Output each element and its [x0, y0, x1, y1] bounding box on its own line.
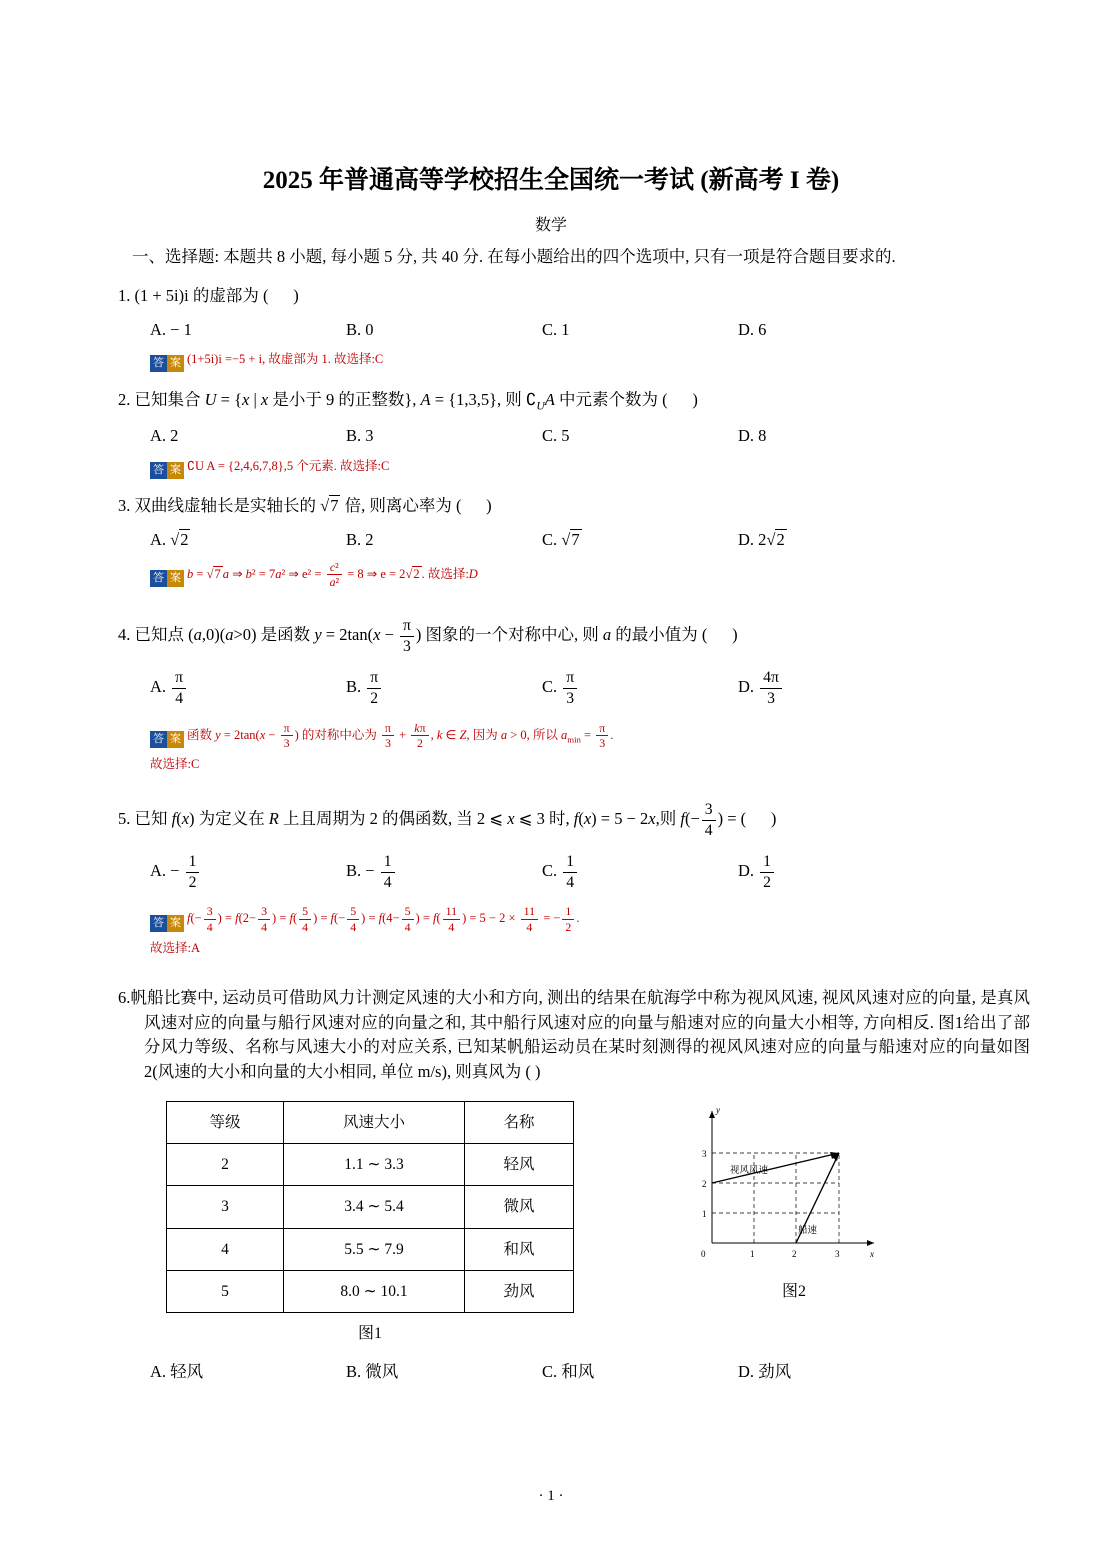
question-1-text: (1 + 5i)i 的虚部为 ( )	[134, 285, 299, 305]
table-row	[167, 1270, 574, 1312]
table-row	[167, 1144, 574, 1186]
option-a[interactable]: A. 2	[150, 426, 179, 446]
cell-level: 4	[167, 1228, 284, 1270]
question-1	[118, 284, 1030, 374]
y-axis-label: y	[716, 1104, 720, 1115]
option-b[interactable]: B. $\frac{\pi}{2}$	[346, 668, 542, 708]
cell-speed: 3.4 ∼ 5.4	[284, 1186, 465, 1228]
question-1-stem	[118, 284, 1030, 309]
question-6-figures	[118, 1101, 1030, 1346]
question-5-number: 5.	[118, 808, 131, 828]
option-c[interactable]: C. $\frac{\pi}{3}$	[542, 668, 738, 708]
option-b[interactable]: B. − $\frac{1}{4}$	[346, 852, 542, 892]
option-d[interactable]: D. $\frac{1}{2}$	[738, 852, 934, 892]
option-b[interactable]: B. 微风	[346, 1362, 399, 1382]
option-a[interactable]: A. − 1	[150, 319, 192, 339]
answer-badge-icon: 答 案	[150, 352, 184, 373]
x-tick-1: 1	[750, 1248, 755, 1259]
y-tick-1: 1	[702, 1208, 707, 1219]
table-row	[167, 1228, 574, 1270]
question-5-answer: 答 案 f(− $\frac{3}{4}$ ) = f(2− $\frac{3}{4}$ ) = f( $\frac{5}{4}$ ) = f(− $\frac{5}{4}$ ) = f(4− $\frac{5}{4}$ ) = f( $\frac{11}{4}$ ) = 5 − 2 × $\frac{11}{4}$ = − $\frac{1}{2}$ .	[118, 904, 1030, 935]
question-4-answer-line2: 故选择:C	[150, 757, 200, 772]
answer-badge-icon: 答 案	[150, 567, 184, 588]
cell-name: 微风	[465, 1186, 574, 1228]
figure-2-wrap	[694, 1101, 894, 1346]
question-4-stem	[118, 616, 1030, 656]
question-5-text: 已知 f(x) 为定义在 R 上且周期为 2 的偶函数, 当 2 ⩽ x ⩽ 3 时, f(x) = 5 − 2x,则 f(− $\frac{3}{4}$ ) = ( )	[134, 801, 777, 839]
question-1-number: 1.	[118, 285, 131, 305]
question-4-answer: 答 案 函数 y = 2tan(x − $\frac{\pi}{3}$ ) 的对称中心为 $\frac{\pi}{3}$ + $\frac{k\pi}{2}$ , k ∈ Z, 因为 a > 0, 所以 $a_{min}$ = $\frac{\pi}{3}$ .	[118, 721, 1030, 752]
question-4-text: 已知点 (a,0)(a>0) 是函数 y = 2tan(x − $\frac{\pi}{3}$ ) 图象的一个对称中心, 则 a 的最小值为 ( )	[134, 617, 738, 655]
cell-speed: 5.5 ∼ 7.9	[284, 1228, 465, 1270]
header-name: 名称	[465, 1101, 574, 1143]
question-2-stem	[118, 388, 1030, 416]
subject-label: 数学	[534, 217, 567, 234]
origin-label: 0	[701, 1248, 706, 1259]
figure-1-caption: 图1	[357, 1325, 382, 1343]
question-3-options	[118, 528, 1030, 553]
cell-name: 轻风	[465, 1144, 574, 1186]
cell-speed: 8.0 ∼ 10.1	[284, 1270, 465, 1312]
cell-speed: 1.1 ∼ 3.3	[284, 1144, 465, 1186]
question-6-options	[118, 1360, 1030, 1385]
question-2-options	[118, 424, 1030, 449]
question-6-text: 帆船比赛中, 运动员可借助风力计测定风速的大小和方向, 测出的结果在航海学中称为视风风速, 视风风速对应的向量, 是真风风速对应的向量与船行风速对应的向量之和, 其中船行风速对应的向量与船速对应的向量大小相等, 方向相反. 图1给出了部分风力等级、名称与风速大小的对应关系, 已知某帆船运动员在某时刻测得的视风风速对应的向量与船速对应的向量如图 2(风速的大小和向量的大小相同, 单位 m/s), 则真风为 ( )	[130, 987, 1030, 1082]
question-1-answer-text: (1+5i)i =−5 + i, 故虚部为 1. 故选择:C	[187, 352, 384, 367]
option-d[interactable]: D. 8	[738, 426, 767, 446]
y-tick-2: 2	[702, 1178, 707, 1189]
option-c[interactable]: C. $\frac{1}{4}$	[542, 852, 738, 892]
question-2-answer	[118, 456, 1030, 480]
cell-level: 5	[167, 1270, 284, 1312]
page-title: 2025 年普通高等学校招生全国统一考试 (新高考 I 卷)	[262, 167, 840, 194]
x-tick-3: 3	[835, 1248, 840, 1259]
header-level: 等级	[167, 1101, 284, 1143]
question-4	[118, 616, 1030, 774]
option-a[interactable]: A. $\frac{\pi}{4}$	[150, 668, 346, 708]
section-intro: 一、选择题: 本题共 8 小题, 每小题 5 分, 共 40 分. 在每小题给出的四个选项中, 只有一项是符合题目要求的.	[132, 247, 896, 266]
option-b[interactable]: B. 0	[346, 319, 374, 339]
x-axis-label: x	[870, 1248, 874, 1259]
figure-2-caption: 图2	[781, 1282, 806, 1300]
table-row	[167, 1186, 574, 1228]
question-6-number: 6.	[118, 987, 131, 1007]
question-5	[118, 800, 1030, 958]
question-4-number: 4.	[118, 625, 131, 645]
question-5-stem	[118, 800, 1030, 840]
question-3-text: 双曲线虚轴长是实轴长的 √7 倍, 则离心率为 ( )	[134, 496, 492, 516]
option-a[interactable]: A. − $\frac{1}{2}$	[150, 852, 346, 892]
label-wind-speed: 视风风速	[730, 1164, 769, 1176]
question-2-number: 2.	[118, 389, 131, 409]
question-5-answer-line2: 故选择:A	[150, 941, 201, 956]
question-6-stem	[118, 986, 1030, 1085]
cell-level: 3	[167, 1186, 284, 1228]
question-5-options	[118, 852, 1030, 892]
exam-content	[118, 245, 1030, 1385]
x-tick-2: 2	[792, 1248, 797, 1259]
question-2-text: 已知集合 U = {x | x 是小于 9 的正整数}, A = {1,3,5}, 则 $∁_UA$ 中元素个数为 ( )	[134, 389, 698, 412]
cell-level: 2	[167, 1144, 284, 1186]
question-3-answer: 答 案 b = √7 a ⇒ b² = 7a² ⇒ e² = $\frac{\text{c²}}{\text{a²}}$ = 8 ⇒ e = 2√2 . 故选择:D	[118, 560, 1030, 591]
table-header-row	[167, 1101, 574, 1143]
option-a[interactable]: A. √2	[150, 529, 189, 549]
question-3-stem	[118, 494, 1030, 519]
question-3-number: 3.	[118, 496, 131, 516]
wind-table	[166, 1101, 574, 1313]
question-3	[118, 494, 1030, 590]
answer-badge-icon: 答 案	[150, 728, 184, 749]
header-speed: 风速大小	[284, 1101, 465, 1143]
option-b[interactable]: B. 2	[346, 529, 374, 549]
label-boat-speed: 船速	[798, 1224, 818, 1236]
option-b[interactable]: B. 3	[346, 426, 374, 446]
option-c[interactable]: C. 和风	[542, 1362, 595, 1382]
option-d[interactable]: D. $\frac{4\pi}{3}$	[738, 668, 934, 708]
question-1-options	[118, 318, 1030, 343]
option-a[interactable]: A. 轻风	[150, 1362, 204, 1382]
question-1-answer	[118, 349, 1030, 373]
page-number: · 1 ·	[538, 1488, 564, 1504]
option-d[interactable]: D. 6	[738, 319, 767, 339]
option-d[interactable]: D. 劲风	[738, 1362, 792, 1382]
y-tick-3: 3	[702, 1148, 707, 1159]
answer-badge-icon: 答 案	[150, 912, 184, 933]
question-4-options	[118, 668, 1030, 708]
question-2	[118, 388, 1030, 481]
answer-badge-icon: 答 案	[150, 459, 184, 480]
option-d[interactable]: D. 2√2	[738, 529, 785, 549]
option-c[interactable]: C. 5	[542, 426, 570, 446]
cell-name: 劲风	[465, 1270, 574, 1312]
option-c[interactable]: C. √7	[542, 529, 580, 549]
option-c[interactable]: C. 1	[542, 319, 570, 339]
wind-table-wrap	[166, 1101, 574, 1346]
question-2-answer-text: ∁U A = {2,4,6,7,8},5 个元素. 故选择:C	[187, 458, 390, 473]
cell-name: 和风	[465, 1228, 574, 1270]
question-6	[118, 986, 1030, 1385]
figure-2-diagram	[694, 1101, 894, 1263]
